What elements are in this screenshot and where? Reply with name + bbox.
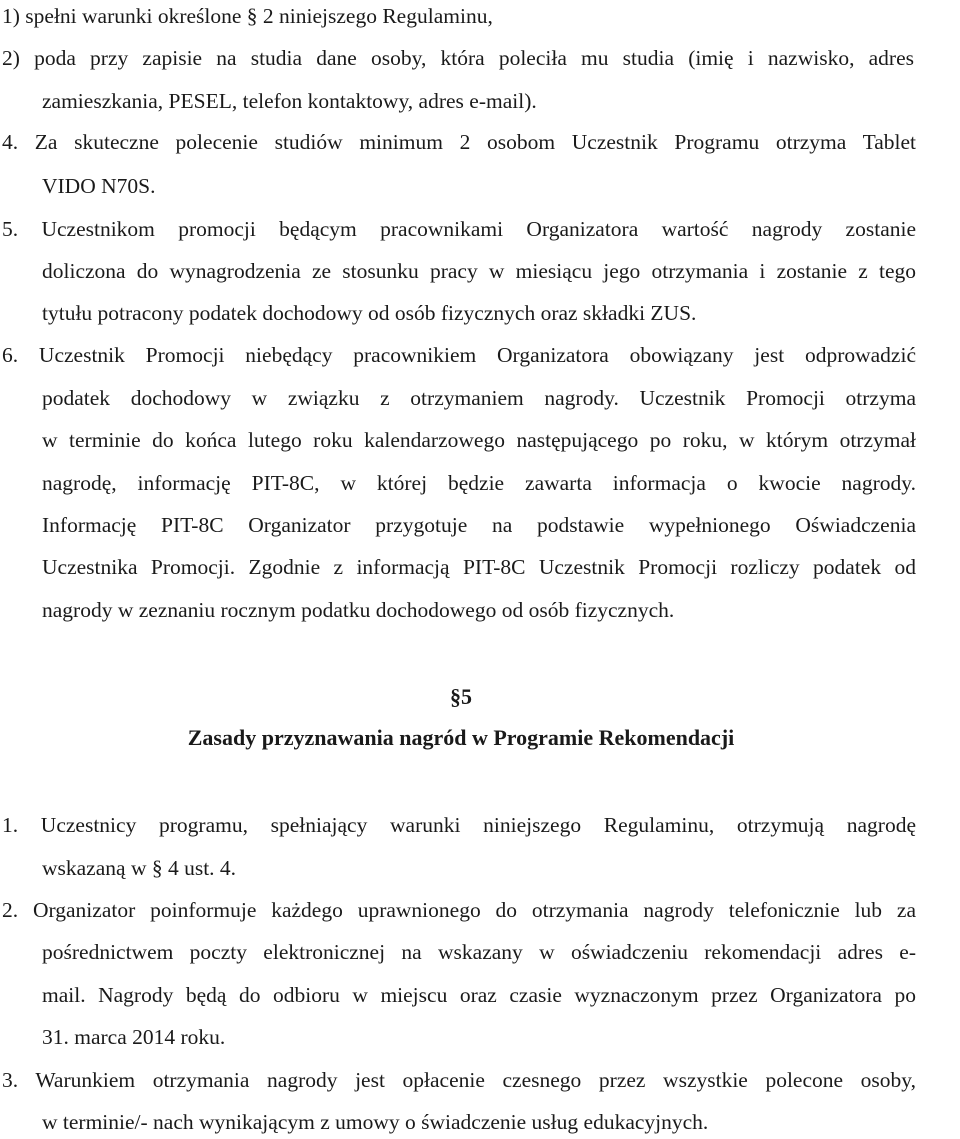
point-6-line-7: nagrody w zeznaniu rocznym podatku dochodowego od osób fizycznych. [42,598,675,622]
point-5-line-2: doliczona do wynagrodzenia ze stosunku pracy w miesiącu jego otrzymania i zostanie z tego [42,259,916,283]
point-6-line-2: podatek dochodowy w związku z otrzymaniem nagrody. Uczestnik Promocji otrzyma [42,386,916,410]
point-6-line-6: Uczestnika Promocji. Zgodnie z informacją PIT-8C Uczestnik Promocji rozliczy podatek od [42,555,916,579]
point-4-continuation: VIDO N70S. [42,174,156,198]
point-5-line-3: tytułu potracony podatek dochodowy od osób fizycznych oraz składki ZUS. [42,301,697,325]
point-6-line-4: nagrodę, informację PIT-8C, w której będzie zawarta informacja o kwocie nagrody. [42,471,916,495]
section-point-1-continuation: wskazaną w § 4 ust. 4. [42,856,237,880]
point-6-line-5: Informację PIT-8C Organizator przygotuje na podstawie wypełnionego Oświadczenia [42,513,916,537]
section-point-2-line-3: mail. Nagrody będą do odbioru w miejscu oraz czasie wyznaczonym przez Organizatora po [42,983,916,1007]
section-title: Zasady przyznawania nagród w Programie Rekomendacji [187,725,735,750]
list-item-2-continuation: zamieszkania, PESEL, telefon kontaktowy, adres e-mail). [42,89,537,113]
list-item-1: 1) spełni warunki określone § 2 niniejszego Regulaminu, [2,4,493,28]
section-point-1: 1. Uczestnicy programu, spełniający warunki niniejszego Regulaminu, otrzymują nagrodę [2,813,916,837]
section-number: §5 [450,684,472,709]
section-point-2-line-4: 31. marca 2014 roku. [42,1025,226,1049]
point-6: 6. Uczestnik Promocji niebędący pracownikiem Organizatora obowiązany jest odprowadzić [2,343,916,367]
section-point-3: 3. Warunkiem otrzymania nagrody jest opłacenie czesnego przez wszystkie polecone osoby, [2,1068,916,1092]
point-5: 5. Uczestnikom promocji będącym pracownikami Organizatora wartość nagrody zostanie [2,217,916,241]
section-point-2-line-2: pośrednictwem poczty elektronicznej na wskazany w oświadczeniu rekomendacji adres e- [42,940,916,964]
point-6-line-3: w terminie do końca lutego roku kalendarzowego następującego po roku, w którym otrzymał [42,428,916,452]
section-point-3-continuation: w terminie/- nach wynikającym z umowy o świadczenie usług edukacyjnych. [42,1110,709,1134]
point-4: 4. Za skuteczne polecenie studiów minimum 2 osobom Uczestnik Programu otrzyma Tablet [2,130,916,154]
list-item-2: 2) poda przy zapisie na studia dane osoby, która poleciła mu studia (imię i nazwisko, adres [2,46,914,70]
section-point-2: 2. Organizator poinformuje każdego uprawnionego do otrzymania nagrody telefonicznie lub za [2,898,916,922]
